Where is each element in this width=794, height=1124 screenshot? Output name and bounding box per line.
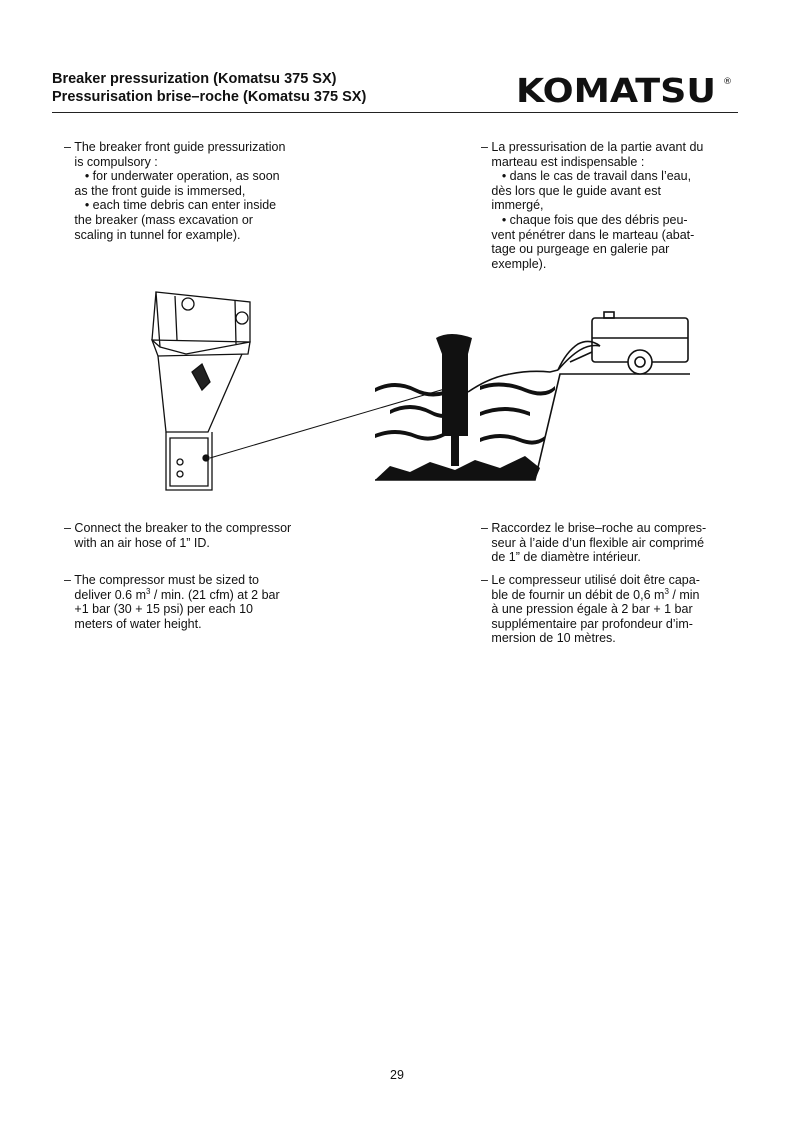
logo-wordmark: KOMATSU — [516, 72, 716, 106]
submerged-breaker — [436, 334, 472, 466]
header-divider — [52, 112, 738, 113]
compressor-trailer — [570, 312, 688, 374]
pressurization-en: – The breaker front guide pressurization is compulsory : • for underwater operation, as soon as the front guide is immersed, • each time debris can enter inside the breaker (mass excavation or scaling in tunnel for example). — [64, 140, 286, 242]
registered-mark: ® — [723, 77, 732, 87]
compressor-sizing-fr: – Le compresseur utilisé doit être capa- ble de fournir un débit de 0,6 $m^3$ / min à une pression égale à 2 bar + 1 bar supplémentaire par profondeur d’im- mersion de 10 mètres. — [481, 573, 700, 646]
title-english: Breaker pressurization (Komatsu 375 SX) — [52, 71, 337, 87]
page-title — [52, 70, 366, 106]
pressurization-fr: – La pressurisation de la partie avant du marteau est indispensable : • dans le cas de travail dans l’eau, dès lors que le guide avant est immergé, • chaque fois que des débris peu- vent pénétrer dans le marteau (abat- tage ou purgeage en galerie par exemple). — [481, 140, 704, 271]
page-number: 29 — [390, 1068, 404, 1082]
connect-instruction-fr: – Raccordez le brise–roche au compres- seur à l’aide d’un flexible air comprimé de 1” de diamètre intérieur. — [481, 521, 707, 565]
komatsu-logo — [516, 72, 738, 106]
breaker-compressor-illustration — [130, 282, 700, 498]
compressor-sizing-en: – The compressor must be sized to deliver 0.6 $m^3$ / min. (21 cfm) at 2 bar +1 bar (30 + 15 psi) per each 10 meters of water height. — [64, 573, 280, 631]
title-french: Pressurisation brise–roche (Komatsu 375 SX) — [52, 89, 367, 105]
connect-instruction-en: – Connect the breaker to the compressor with an air hose of 1” ID. — [64, 521, 292, 550]
callout-line — [210, 388, 448, 458]
breaker-drawing — [152, 292, 250, 490]
